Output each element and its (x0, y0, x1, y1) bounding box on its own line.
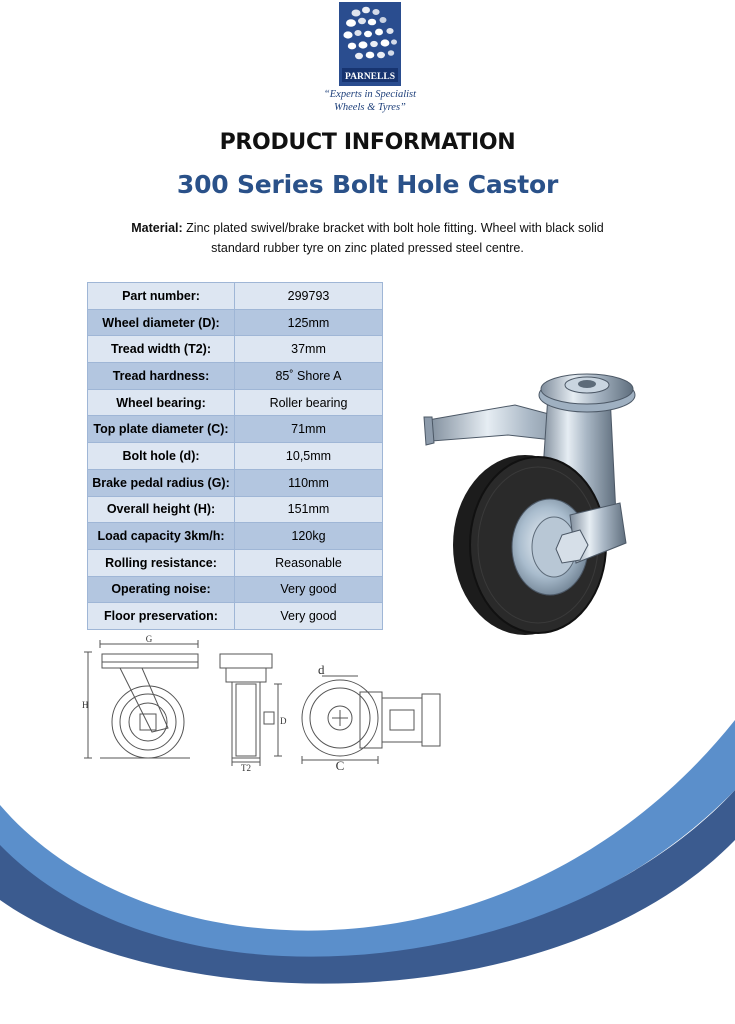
spec-label: Wheel bearing: (88, 389, 235, 416)
spec-value: 37mm (235, 336, 383, 363)
logo-dots-icon (339, 2, 401, 86)
spec-value: 10,5mm (235, 443, 383, 470)
spec-value: Roller bearing (235, 389, 383, 416)
spec-value: 120kg (235, 523, 383, 550)
spec-value: Very good (235, 576, 383, 603)
table-row (88, 469, 383, 496)
spec-label: Rolling resistance: (88, 549, 235, 576)
table-row (88, 523, 383, 550)
spec-value: Reasonable (235, 549, 383, 576)
table-row (88, 549, 383, 576)
table-row (88, 416, 383, 443)
dimension-label-d-upper: D (280, 716, 287, 726)
spec-label: Load capacity 3km/h: (88, 523, 235, 550)
table-row (88, 309, 383, 336)
spec-value: 110mm (235, 469, 383, 496)
spec-label: Bolt hole (d): (88, 443, 235, 470)
spec-label: Overall height (H): (88, 496, 235, 523)
table-row (88, 336, 383, 363)
spec-label: Floor preservation: (88, 603, 235, 630)
spec-label: Tread width (T2): (88, 336, 235, 363)
spec-value: 299793 (235, 283, 383, 310)
table-row (88, 389, 383, 416)
product-title: 300 Series Bolt Hole Castor (176, 170, 559, 199)
spec-label: Tread hardness: (88, 363, 235, 390)
brand-name: PARNELLS (345, 72, 395, 82)
decorative-swoosh (0, 720, 735, 1024)
spec-label: Part number: (88, 283, 235, 310)
spec-label: Operating noise: (88, 576, 235, 603)
table-row (88, 576, 383, 603)
dimension-label-d-lower: d (318, 662, 325, 677)
table-row (88, 283, 383, 310)
table-row (88, 363, 383, 390)
castor-product-image (420, 365, 665, 640)
material-text: Zinc plated swivel/brake bracket with bolt hole fitting. Wheel with black solid standard rubber tyre on zinc plated pressed steel centre. (186, 221, 604, 255)
table-row (88, 496, 383, 523)
brand-logo (339, 2, 401, 86)
dimension-label-t2: T2 (241, 763, 251, 772)
table-row (88, 603, 383, 630)
table-row (88, 443, 383, 470)
spec-table (87, 282, 383, 630)
spec-value: 85˚ Shore A (235, 363, 383, 390)
spec-value: 151mm (235, 496, 383, 523)
spec-value: 71mm (235, 416, 383, 443)
brand-tagline (300, 88, 440, 114)
tagline-line-1: “Experts in Specialist (323, 89, 417, 100)
page-heading: PRODUCT INFORMATION (219, 130, 516, 155)
tagline-line-2: Wheels & Tyres” (334, 102, 406, 113)
spec-label: Top plate diameter (C): (88, 416, 235, 443)
dimension-label-h: H (82, 700, 89, 710)
spec-value: 125mm (235, 309, 383, 336)
dimension-label-c: C (335, 758, 345, 772)
material-description (115, 218, 620, 258)
spec-value: Very good (235, 603, 383, 630)
dimension-label-g: G (145, 634, 153, 644)
spec-label: Brake pedal radius (G): (88, 469, 235, 496)
spec-label: Wheel diameter (D): (88, 309, 235, 336)
material-label: Material: (131, 221, 183, 235)
